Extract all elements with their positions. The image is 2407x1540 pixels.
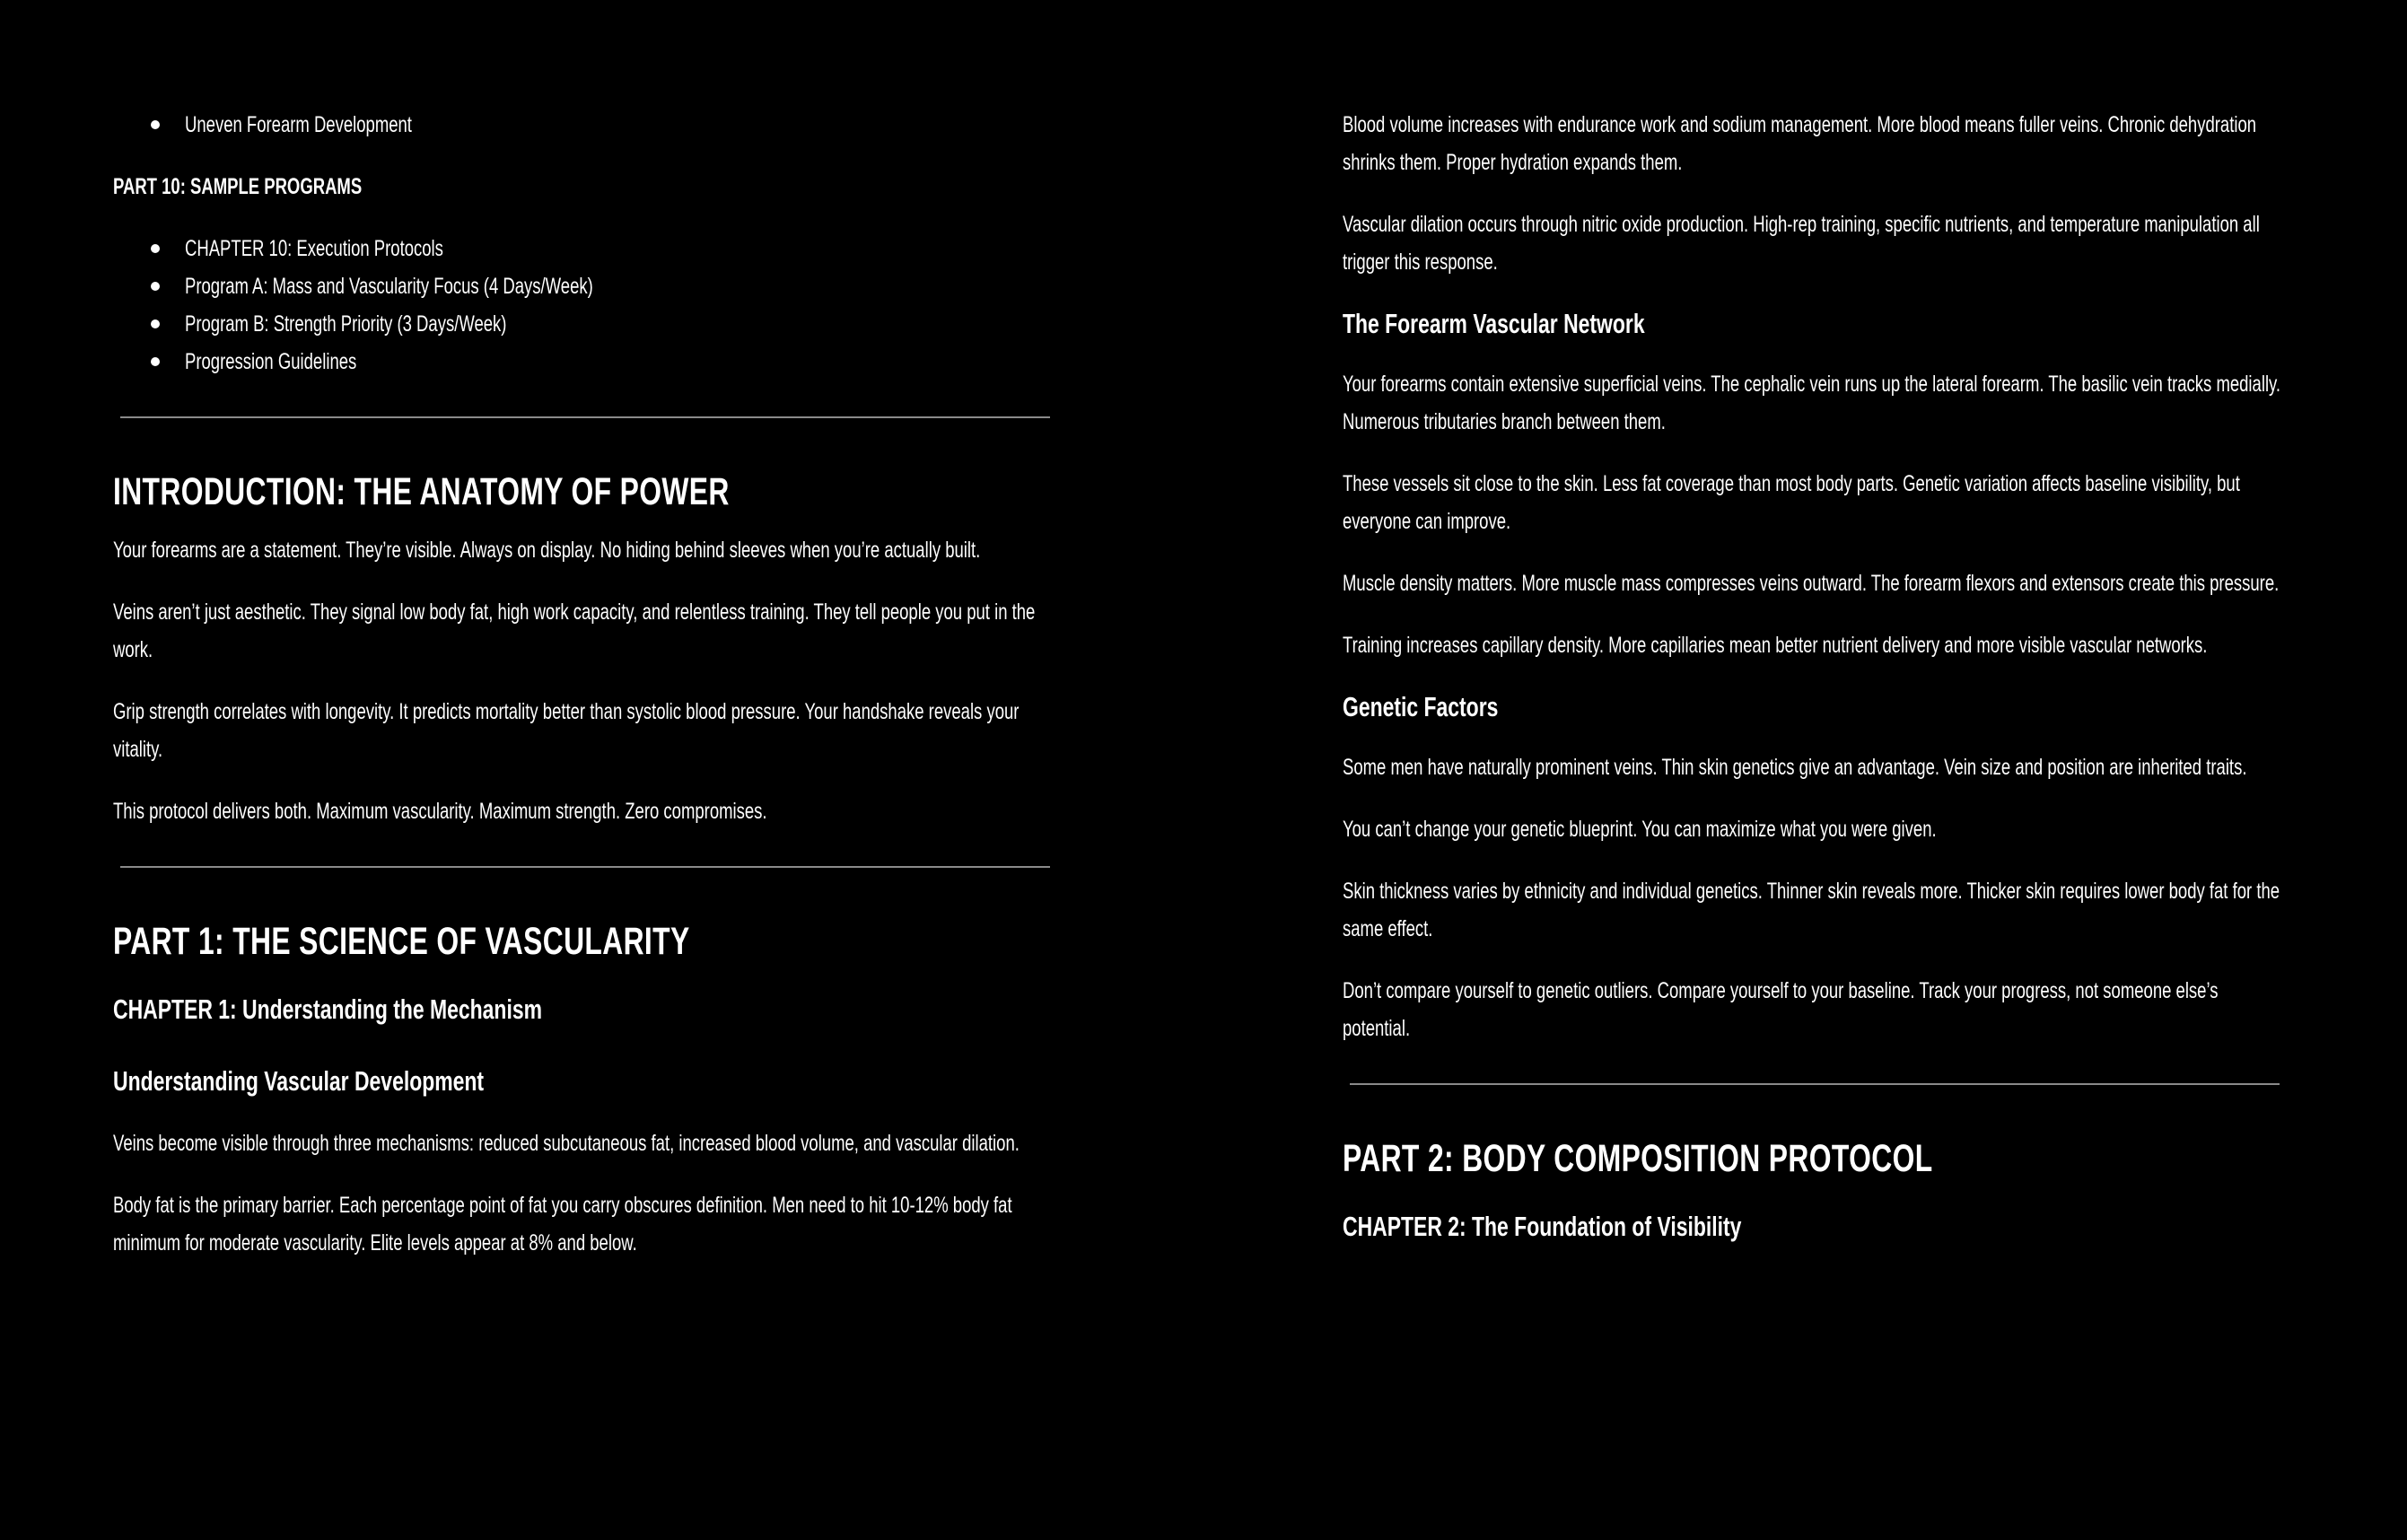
left-page-column (113, 106, 1055, 1262)
bullet-list-part10 (113, 230, 1055, 381)
list-item: Program B: Strength Priority (3 Days/Week) (113, 305, 1055, 343)
intro-heading: INTRODUCTION: THE ANATOMY OF POWER (113, 470, 730, 513)
body-paragraph: Don’t compare yourself to genetic outliers. Compare yourself to your baseline. Track your progress, not someone else’s potential. (1343, 978, 2219, 1041)
bullet-list-part9 (113, 106, 1055, 144)
part2-heading: PART 2: BODY COMPOSITION PROTOCOL (1343, 1137, 1933, 1180)
section-divider (120, 866, 1050, 868)
body-paragraph: You can’t change your genetic blueprint. You can maximize what you were given. (1343, 817, 1937, 842)
right-page-column (1343, 106, 2285, 1247)
intro-paragraph: Your forearms are a statement. They’re visible. Always on display. No hiding behind sleeves when you’re actually built. (113, 538, 981, 563)
body-paragraph: Body fat is the primary barrier. Each percentage point of fat you carry obscures definition. Men need to hit 10-12% body fat minimum for moderate vascularity. Elite levels appear at 8% and below. (113, 1193, 1012, 1256)
body-paragraph: Veins become visible through three mechanisms: reduced subcutaneous fat, increased blood volume, and vascular dilation. (113, 1131, 1020, 1156)
list-item: Program A: Mass and Vascularity Focus (4 Days/Week) (113, 267, 1055, 305)
vascular-development-heading: Understanding Vascular Development (113, 1065, 485, 1097)
intro-paragraph: This protocol delivers both. Maximum vascularity. Maximum strength. Zero compromises. (113, 799, 767, 824)
genetic-factors-heading: Genetic Factors (1343, 691, 1499, 722)
chapter1-heading: CHAPTER 1: Understanding the Mechanism (113, 993, 542, 1025)
bullet-dot-icon (151, 120, 160, 129)
forearm-network-heading: The Forearm Vascular Network (1343, 308, 1645, 339)
bullet-dot-icon (151, 244, 160, 253)
list-item: CHAPTER 10: Execution Protocols (113, 230, 1055, 267)
section-divider (120, 416, 1050, 418)
body-paragraph: Some men have naturally prominent veins. Thin skin genetics give an advantage. Vein size and position are inherited traits. (1343, 755, 2247, 780)
part10-label: PART 10: SAMPLE PROGRAMS (113, 174, 363, 199)
bullet-dot-icon (151, 319, 160, 328)
part1-heading: PART 1: THE SCIENCE OF VASCULARITY (113, 920, 690, 963)
list-item: Progression Guidelines (113, 343, 1055, 381)
intro-paragraph: Veins aren’t just aesthetic. They signal low body fat, high work capacity, and relentless training. They tell people you put in the work. (113, 599, 1036, 662)
body-paragraph: Your forearms contain extensive superficial veins. The cephalic vein runs up the lateral forearm. The basilic vein tracks medially. Numerous tributaries branch between them. (1343, 372, 2281, 434)
body-paragraph: Vascular dilation occurs through nitric oxide production. High-rep training, specific nutrients, and temperature manipulation all trigger this response. (1343, 212, 2260, 275)
list-item: Uneven Forearm Development (113, 106, 1055, 144)
section-divider (1350, 1083, 2280, 1085)
body-paragraph: Blood volume increases with endurance work and sodium management. More blood means fuller veins. Chronic dehydration shrinks them. Proper hydration expands them. (1343, 112, 2257, 175)
bullet-dot-icon (151, 282, 160, 291)
intro-paragraph: Grip strength correlates with longevity. It predicts mortality better than systolic blood pressure. Your handshake reveals your vitality. (113, 699, 1020, 762)
body-paragraph: Skin thickness varies by ethnicity and individual genetics. Thinner skin reveals more. Thicker skin requires lower body fat for the same effect. (1343, 879, 2280, 941)
bullet-dot-icon (151, 357, 160, 366)
body-paragraph: Training increases capillary density. More capillaries mean better nutrient delivery and more visible vascular networks. (1343, 633, 2208, 658)
body-paragraph: Muscle density matters. More muscle mass compresses veins outward. The forearm flexors and extensors create this pressure. (1343, 571, 2280, 596)
body-paragraph: These vessels sit close to the skin. Less fat coverage than most body parts. Genetic variation affects baseline visibility, but everyone can improve. (1343, 471, 2240, 534)
chapter2-heading: CHAPTER 2: The Foundation of Visibility (1343, 1211, 1742, 1242)
